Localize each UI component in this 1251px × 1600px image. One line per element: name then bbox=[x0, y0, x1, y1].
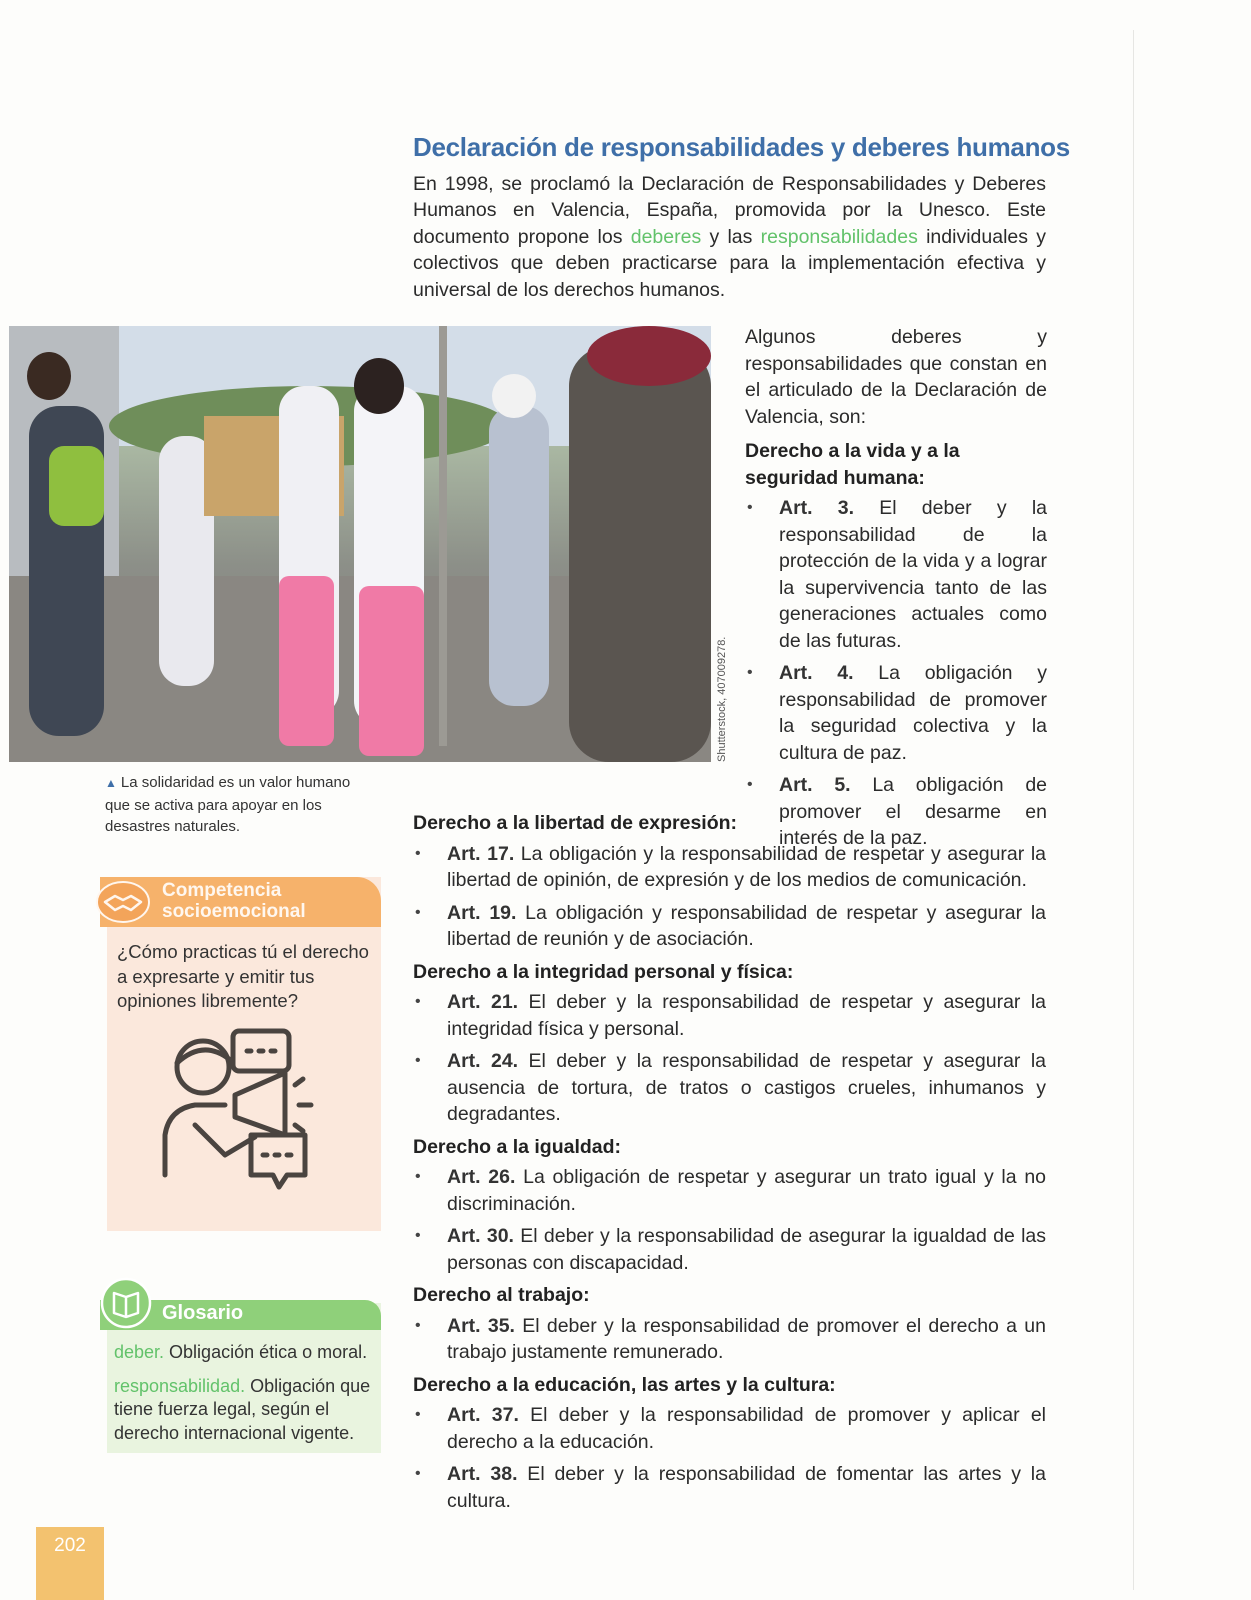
list-item bbox=[413, 900, 1046, 953]
page-number: 202 bbox=[54, 1535, 86, 1556]
glosario-title: Glosario bbox=[162, 1302, 244, 1324]
caption-text: La solidaridad es un valor humano que se activa para apoyar en los desastres naturales. bbox=[105, 774, 351, 835]
section-list bbox=[413, 1164, 1046, 1276]
list-item bbox=[413, 841, 1046, 894]
article-text: El deber y la responsabilidad de respetar y asegurar la integridad física y personal. bbox=[447, 991, 1047, 1040]
section-title: Declaración de responsabilidades y deberes humanos bbox=[413, 132, 1070, 162]
right-heading: Derecho a la vida y a la seguridad humana: bbox=[745, 440, 960, 489]
article-text: El deber y la responsabilidad de fomentar las artes y la cultura. bbox=[447, 1463, 1046, 1512]
photo-credit: Shutterstock, 407009278. bbox=[716, 636, 728, 762]
photo-caption bbox=[105, 772, 370, 838]
article-number: Art. 26. bbox=[447, 1166, 516, 1188]
section-list bbox=[413, 1313, 1046, 1366]
glossary-definition: Obligación ética o moral. bbox=[164, 1342, 368, 1362]
article-text: La obligación y la responsabilidad de respetar y asegurar la libertad de opinión, de expresión y de los medios de comunicación. bbox=[447, 842, 1046, 891]
article-number: Art. 21. bbox=[447, 991, 519, 1013]
list-item bbox=[413, 989, 1046, 1042]
article-text: La obligación y responsabilidad de respetar y asegurar la libertad de reunión y de asociación. bbox=[447, 901, 1047, 950]
competencia-title-line1: Competencia bbox=[162, 880, 282, 901]
intro-paragraph bbox=[413, 171, 1046, 303]
article-text: La obligación de promover el desarme en interés de la paz. bbox=[779, 774, 1048, 849]
list-item bbox=[413, 1164, 1046, 1217]
section-heading: Derecho a la educación, las artes y la cultura: bbox=[413, 1373, 836, 1396]
rights-sections bbox=[413, 806, 1046, 1520]
article-number: Art. 30. bbox=[447, 1225, 514, 1247]
list-item bbox=[413, 1313, 1046, 1366]
handshake-icon bbox=[95, 880, 151, 929]
article-text: El deber y la responsabilidad de respetar y asegurar la ausencia de tortura, de tratos o castigos crueles, inhumanos y degradantes. bbox=[447, 1050, 1047, 1125]
list-item bbox=[413, 1223, 1046, 1276]
article-number: Art. 24. bbox=[447, 1050, 519, 1072]
list-item bbox=[413, 1402, 1046, 1455]
competencia-question: ¿Cómo practicas tú el derecho a expresarte y emitir tus opiniones libremente? bbox=[117, 941, 369, 1011]
article-number: Art. 17. bbox=[447, 842, 515, 865]
intro-text-1: En 1998, se proclamó la Declaración de Responsabilidades y Deberes Humanos en Valencia, España, promovida por la Unesco. Este documento propone los bbox=[413, 173, 1046, 248]
glossary-entry bbox=[114, 1341, 376, 1365]
glossary-term-responsabilidades[interactable]: responsabilidades bbox=[760, 225, 918, 248]
article-text: El deber y la responsabilidad de la protección de la vida y a lograr la supervivencia tanto de las generaciones actuales como de las futuras. bbox=[779, 497, 1048, 652]
article-text: El deber y la responsabilidad de asegurar la igualdad de las personas con discapacidad. bbox=[447, 1225, 1047, 1274]
article-number: Art. 19. bbox=[447, 901, 517, 924]
article-number: Art. 38. bbox=[447, 1463, 518, 1485]
list-item bbox=[413, 1048, 1046, 1128]
glossary-term: deber. bbox=[114, 1342, 165, 1362]
section-heading: Derecho a la igualdad: bbox=[413, 1135, 622, 1158]
caption-triangle-icon: ▲ bbox=[105, 776, 117, 790]
right-column bbox=[745, 324, 1047, 858]
glosario-entries bbox=[114, 1341, 376, 1455]
book-icon bbox=[100, 1277, 154, 1334]
glossary-term-deberes[interactable]: deberes bbox=[630, 225, 702, 248]
article-text: La obligación y responsabilidad de promover la seguridad colectiva y la cultura de paz. bbox=[779, 662, 1048, 764]
glossary-entry bbox=[114, 1375, 376, 1446]
page-edge-line bbox=[1133, 30, 1134, 1590]
volunteers-photo bbox=[9, 326, 711, 762]
competencia-title-line2: socioemocional bbox=[162, 901, 306, 922]
intro-text-2: y las bbox=[701, 225, 761, 248]
article-number: Art. 4. bbox=[779, 662, 854, 684]
glossary-term: responsabilidad. bbox=[114, 1375, 246, 1396]
section-list bbox=[413, 841, 1046, 953]
section-list bbox=[413, 1402, 1046, 1514]
section-heading: Derecho al trabajo: bbox=[413, 1284, 590, 1306]
article-number: Art. 3. bbox=[779, 497, 855, 519]
glossary-definition: Obligación que tiene fuerza legal, según el derecho internacional vigente. bbox=[114, 1375, 371, 1443]
list-item bbox=[413, 1461, 1046, 1514]
section-list bbox=[413, 989, 1046, 1128]
megaphone-speaker-icon bbox=[155, 1025, 335, 1200]
article-text: El deber y la responsabilidad de promover el derecho a un trabajo justamente remunerado. bbox=[447, 1314, 1046, 1363]
section-heading: Derecho a la integridad personal y física: bbox=[413, 960, 794, 983]
list-item bbox=[745, 660, 1047, 766]
article-text: La obligación de respetar y asegurar un trato igual y la no discriminación. bbox=[447, 1166, 1047, 1215]
right-list bbox=[745, 495, 1047, 852]
competencia-title bbox=[162, 880, 306, 922]
article-number: Art. 37. bbox=[447, 1404, 519, 1426]
article-text: El deber y la responsabilidad de promover y aplicar el derecho a la educación. bbox=[447, 1404, 1046, 1453]
right-intro: Algunos deberes y responsabilidades que constan en el articulado de la Declaración de Valencia, son: bbox=[745, 326, 1047, 428]
section-heading: Derecho a la libertad de expresión: bbox=[413, 812, 738, 834]
list-item bbox=[745, 495, 1047, 654]
article-number: Art. 35. bbox=[447, 1314, 515, 1337]
article-number: Art. 5. bbox=[779, 774, 851, 796]
intro-text-3: individuales y colectivos que deben practicarse para la implementación efectiva y universal de los derechos humanos. bbox=[413, 225, 1046, 301]
